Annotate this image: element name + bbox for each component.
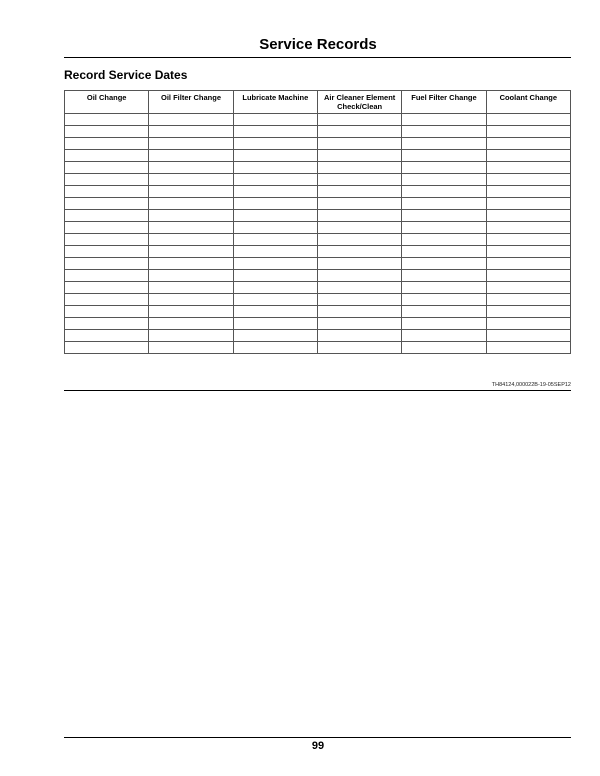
column-header-air-cleaner-element: Air Cleaner Element Check/Clean <box>317 91 401 114</box>
record-cell[interactable] <box>233 138 317 150</box>
record-cell[interactable] <box>317 222 401 234</box>
record-cell[interactable] <box>486 114 570 126</box>
record-cell[interactable] <box>233 210 317 222</box>
record-cell[interactable] <box>317 246 401 258</box>
record-cell[interactable] <box>402 258 486 270</box>
record-cell[interactable] <box>65 306 149 318</box>
record-cell[interactable] <box>317 198 401 210</box>
record-cell[interactable] <box>402 222 486 234</box>
record-cell[interactable] <box>233 318 317 330</box>
table-row <box>65 114 571 126</box>
record-cell[interactable] <box>233 222 317 234</box>
record-cell[interactable] <box>317 162 401 174</box>
table-row <box>65 186 571 198</box>
title-divider <box>64 57 571 58</box>
record-cell[interactable] <box>486 186 570 198</box>
service-records-table <box>64 90 571 354</box>
record-cell[interactable] <box>233 270 317 282</box>
record-cell[interactable] <box>149 138 233 150</box>
record-cell[interactable] <box>317 126 401 138</box>
record-cell[interactable] <box>486 162 570 174</box>
table-row <box>65 210 571 222</box>
record-cell[interactable] <box>486 210 570 222</box>
record-cell[interactable] <box>486 342 570 354</box>
record-cell[interactable] <box>317 342 401 354</box>
header-row <box>65 91 571 114</box>
record-cell[interactable] <box>317 270 401 282</box>
record-cell[interactable] <box>65 210 149 222</box>
record-cell[interactable] <box>233 258 317 270</box>
table-row <box>65 222 571 234</box>
column-header-fuel-filter-change: Fuel Filter Change <box>402 91 486 114</box>
record-cell[interactable] <box>233 198 317 210</box>
record-cell[interactable] <box>233 114 317 126</box>
table-row <box>65 258 571 270</box>
record-cell[interactable] <box>233 174 317 186</box>
record-cell[interactable] <box>402 198 486 210</box>
record-cell[interactable] <box>149 126 233 138</box>
page-number: 99 <box>311 740 325 752</box>
record-cell[interactable] <box>317 318 401 330</box>
record-cell[interactable] <box>65 174 149 186</box>
record-cell[interactable] <box>149 210 233 222</box>
record-cell[interactable] <box>149 330 233 342</box>
record-cell[interactable] <box>65 246 149 258</box>
record-cell[interactable] <box>402 294 486 306</box>
table-row <box>65 318 571 330</box>
record-cell[interactable] <box>65 162 149 174</box>
record-cell[interactable] <box>233 150 317 162</box>
record-cell[interactable] <box>317 306 401 318</box>
record-cell[interactable] <box>149 234 233 246</box>
document-code: TH84124,000022B-19-05SEP12 <box>491 382 571 388</box>
record-cell[interactable] <box>317 258 401 270</box>
record-cell[interactable] <box>149 282 233 294</box>
record-cell[interactable] <box>486 150 570 162</box>
record-cell[interactable] <box>65 222 149 234</box>
record-cell[interactable] <box>65 198 149 210</box>
record-cell[interactable] <box>486 138 570 150</box>
table-header <box>65 91 571 114</box>
record-cell[interactable] <box>233 162 317 174</box>
record-cell[interactable] <box>486 294 570 306</box>
record-cell[interactable] <box>317 138 401 150</box>
record-cell[interactable] <box>149 222 233 234</box>
record-cell[interactable] <box>149 270 233 282</box>
record-cell[interactable] <box>317 210 401 222</box>
record-cell[interactable] <box>486 222 570 234</box>
record-cell[interactable] <box>233 234 317 246</box>
record-cell[interactable] <box>317 174 401 186</box>
record-cell[interactable] <box>65 150 149 162</box>
record-cell[interactable] <box>402 306 486 318</box>
record-cell[interactable] <box>65 294 149 306</box>
record-cell[interactable] <box>149 162 233 174</box>
table-row <box>65 246 571 258</box>
record-cell[interactable] <box>65 318 149 330</box>
record-cell[interactable] <box>149 150 233 162</box>
column-header-lubricate-machine: Lubricate Machine <box>233 91 317 114</box>
record-cell[interactable] <box>149 174 233 186</box>
record-cell[interactable] <box>65 126 149 138</box>
record-cell[interactable] <box>233 294 317 306</box>
record-cell[interactable] <box>149 318 233 330</box>
record-cell[interactable] <box>233 126 317 138</box>
record-cell[interactable] <box>486 270 570 282</box>
record-cell[interactable] <box>402 342 486 354</box>
record-cell[interactable] <box>402 138 486 150</box>
table-row <box>65 330 571 342</box>
table-row <box>65 126 571 138</box>
record-cell[interactable] <box>233 306 317 318</box>
record-cell[interactable] <box>402 270 486 282</box>
record-cell[interactable] <box>402 246 486 258</box>
record-cell[interactable] <box>486 282 570 294</box>
record-cell[interactable] <box>149 342 233 354</box>
record-cell[interactable] <box>149 186 233 198</box>
record-cell[interactable] <box>402 114 486 126</box>
table-row <box>65 270 571 282</box>
record-cell[interactable] <box>402 282 486 294</box>
record-cell[interactable] <box>317 282 401 294</box>
record-cell[interactable] <box>486 174 570 186</box>
table-row <box>65 306 571 318</box>
table-row <box>65 138 571 150</box>
record-cell[interactable] <box>317 186 401 198</box>
record-cell[interactable] <box>149 198 233 210</box>
record-cell[interactable] <box>402 174 486 186</box>
record-cell[interactable] <box>233 342 317 354</box>
record-cell[interactable] <box>233 246 317 258</box>
section-heading: Record Service Dates <box>64 68 188 82</box>
record-cell[interactable] <box>486 258 570 270</box>
record-cell[interactable] <box>149 114 233 126</box>
record-cell[interactable] <box>402 318 486 330</box>
record-cell[interactable] <box>65 114 149 126</box>
table-body <box>65 114 571 354</box>
record-cell[interactable] <box>402 210 486 222</box>
record-cell[interactable] <box>402 126 486 138</box>
record-cell[interactable] <box>317 294 401 306</box>
table-row <box>65 294 571 306</box>
record-cell[interactable] <box>317 330 401 342</box>
record-cell[interactable] <box>233 330 317 342</box>
record-cell[interactable] <box>317 114 401 126</box>
record-cell[interactable] <box>233 186 317 198</box>
record-cell[interactable] <box>65 270 149 282</box>
record-cell[interactable] <box>149 246 233 258</box>
record-cell[interactable] <box>402 234 486 246</box>
record-cell[interactable] <box>149 306 233 318</box>
record-cell[interactable] <box>233 282 317 294</box>
column-header-oil-filter-change: Oil Filter Change <box>149 91 233 114</box>
record-cell[interactable] <box>486 234 570 246</box>
table-row <box>65 162 571 174</box>
record-cell[interactable] <box>149 294 233 306</box>
record-cell[interactable] <box>317 234 401 246</box>
record-cell[interactable] <box>486 246 570 258</box>
record-cell[interactable] <box>65 138 149 150</box>
record-cell[interactable] <box>65 234 149 246</box>
record-cell[interactable] <box>317 150 401 162</box>
record-cell[interactable] <box>486 318 570 330</box>
record-cell[interactable] <box>486 330 570 342</box>
section-end-divider <box>64 390 571 391</box>
table-row <box>65 342 571 354</box>
table-row <box>65 198 571 210</box>
page-title: Service Records <box>259 36 377 53</box>
record-cell[interactable] <box>65 330 149 342</box>
record-cell[interactable] <box>486 198 570 210</box>
table-row <box>65 150 571 162</box>
record-cell[interactable] <box>402 150 486 162</box>
record-cell[interactable] <box>65 282 149 294</box>
record-cell[interactable] <box>65 258 149 270</box>
footer-divider <box>64 737 571 738</box>
record-cell[interactable] <box>486 126 570 138</box>
record-cell[interactable] <box>149 258 233 270</box>
column-header-oil-change: Oil Change <box>65 91 149 114</box>
record-cell[interactable] <box>402 186 486 198</box>
record-cell[interactable] <box>65 342 149 354</box>
record-cell[interactable] <box>65 186 149 198</box>
record-cell[interactable] <box>402 330 486 342</box>
record-cell[interactable] <box>402 162 486 174</box>
table-row <box>65 234 571 246</box>
record-cell[interactable] <box>486 306 570 318</box>
table-row <box>65 174 571 186</box>
table-row <box>65 282 571 294</box>
column-header-coolant-change: Coolant Change <box>486 91 570 114</box>
